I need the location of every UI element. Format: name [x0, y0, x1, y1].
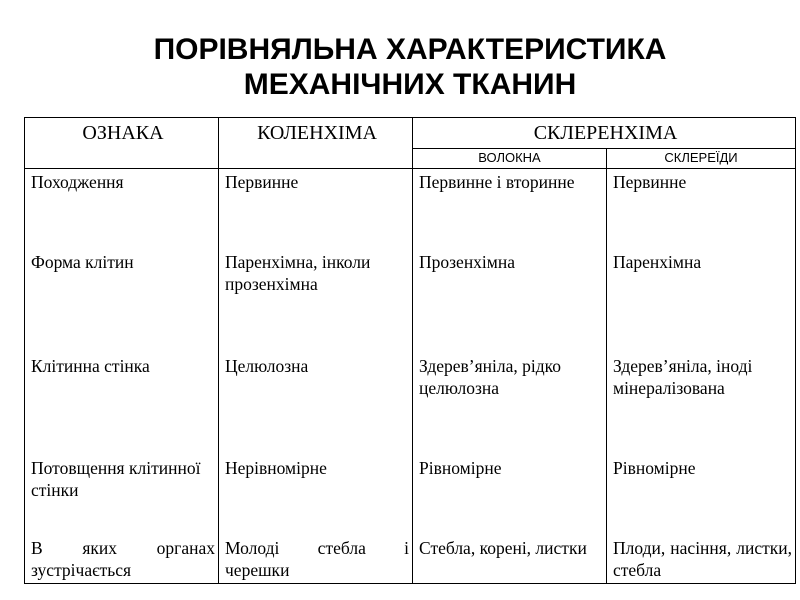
header-row [25, 118, 796, 149]
cell-fibers: Прозенхімна [413, 249, 607, 353]
cell-fibers: Рівномірне [413, 455, 607, 535]
comparison-table [24, 117, 796, 584]
cell-collenchyma: Нерівномірне [219, 455, 413, 535]
cell-fibers: Первинне і вторинне [413, 169, 607, 249]
cell-collenchyma: Паренхімна, інколи прозенхімна [219, 249, 413, 353]
cell-collenchyma: Первинне [219, 169, 413, 249]
table-row [25, 535, 796, 584]
table-row [25, 353, 796, 455]
cell-sclereids: Паренхімна [607, 249, 796, 353]
cell-collenchyma: Молоді стебла і черешки [219, 535, 413, 584]
cell-sclereids: Плоди, насіння, листки, стебла [607, 535, 796, 584]
table-row [25, 455, 796, 535]
cell-sclereids: Здерев’яніла, іноді мінералізована [607, 353, 796, 455]
cell-collenchyma: Целюлозна [219, 353, 413, 455]
table-row [25, 249, 796, 353]
cell-fibers: Здерев’яніла, рідко целюлозна [413, 353, 607, 455]
slide-title [0, 32, 800, 102]
header-sclerenchyma: СКЛЕРЕНХІМА [413, 118, 796, 149]
table-row [25, 169, 796, 249]
cell-feature: Потовщення клітинної стінки [25, 455, 219, 535]
cell-sclereids: Первинне [607, 169, 796, 249]
cell-feature: Походження [25, 169, 219, 249]
cell-fibers: Стебла, корені, листки [413, 535, 607, 584]
cell-sclereids: Рівномірне [607, 455, 796, 535]
header-fibers: ВОЛОКНА [413, 149, 607, 169]
header-collenchyma: КОЛЕНХІМА [219, 118, 413, 169]
cell-feature: В яких органах зустрічається [25, 535, 219, 584]
cell-feature: Форма клітин [25, 249, 219, 353]
title-line-1: ПОРІВНЯЛЬНА ХАРАКТЕРИСТИКА [153, 33, 667, 66]
cell-feature: Клітинна стінка [25, 353, 219, 455]
header-sclereids: СКЛЕРЕЇДИ [607, 149, 796, 169]
title-line-2: МЕХАНІЧНИХ ТКАНИН [243, 68, 577, 101]
header-feature: ОЗНАКА [25, 118, 219, 169]
